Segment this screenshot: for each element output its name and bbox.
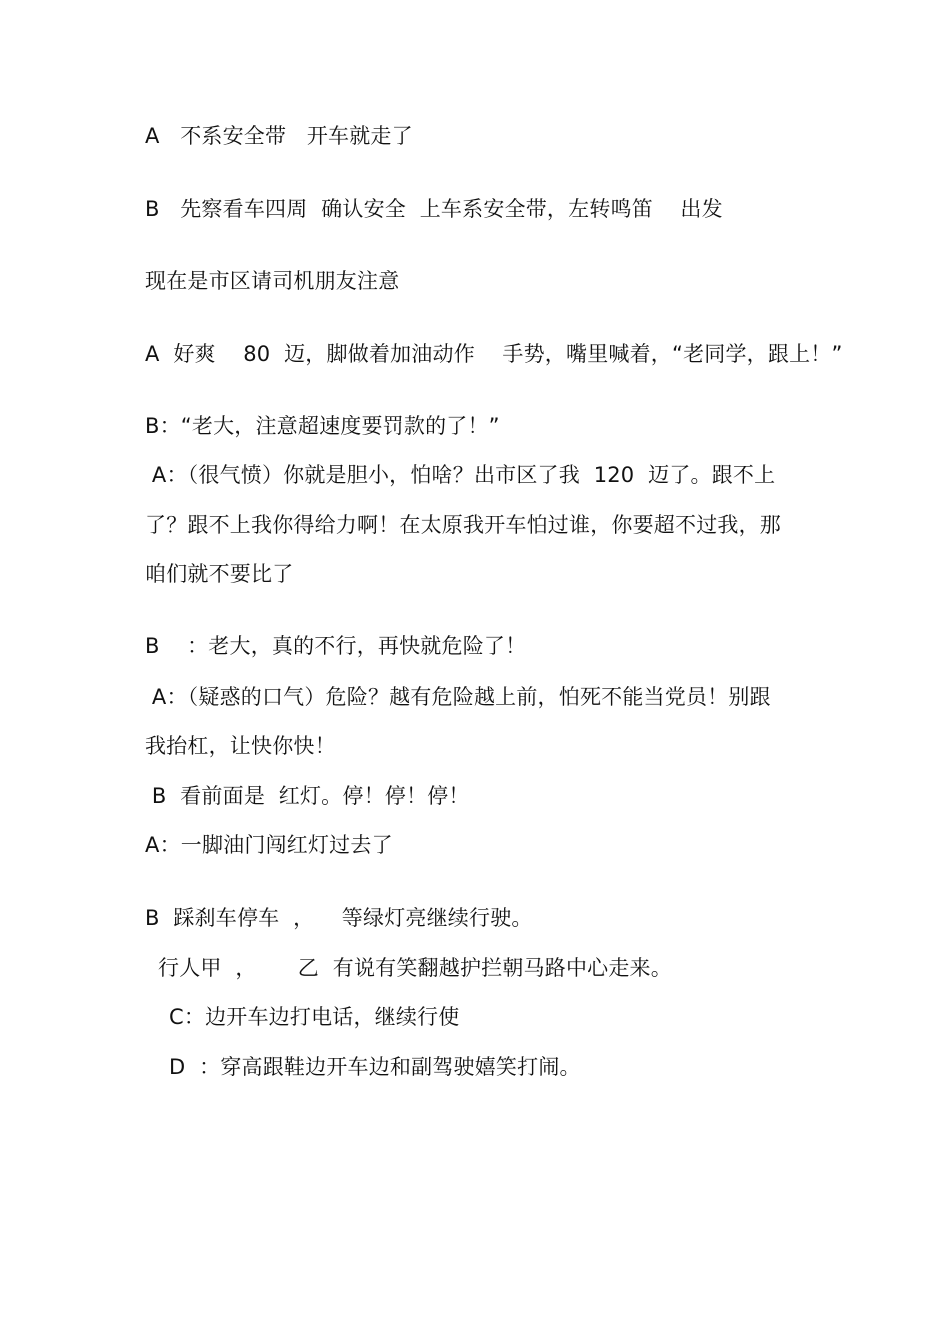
script-line: A：（疑惑的口气）危险？越有危险越上前，怕死不能当党员！别跟 <box>145 685 771 709</box>
script-line: 我抬杠，让快你快！ <box>145 734 336 758</box>
script-line: A：（很气愤）你就是胆小，怕啥？出市区了我 120 迈了。跟不上 <box>145 463 776 487</box>
script-line: B ：老大，真的不行，再快就危险了！ <box>145 634 527 658</box>
script-line: D ：穿高跟鞋边开车边和副驾驶嬉笑打闹。 <box>169 1055 581 1079</box>
script-line: 现在是市区请司机朋友注意 <box>145 269 400 293</box>
script-line: B：“老大，注意超速度要罚款的了！” <box>145 414 500 438</box>
script-line: 行人甲 ， 乙 有说有笑翻越护拦朝马路中心走来。 <box>158 956 672 980</box>
script-line: 咱们就不要比了 <box>145 562 294 586</box>
script-line: A 好爽 80 迈，脚做着加油动作 手势，嘴里喊着，“老同学，跟上！” <box>145 342 843 366</box>
script-line: A：一脚油门闯红灯过去了 <box>145 833 393 857</box>
script-line: 了？跟不上我你得给力啊！在太原我开车怕过谁，你要超不过我，那 <box>145 513 781 537</box>
script-line: C：边开车边打电话，继续行使 <box>169 1005 460 1029</box>
script-line: B 先察看车四周 确认安全 上车系安全带，左转鸣笛 出发 <box>145 197 723 221</box>
script-line: A 不系安全带 开车就走了 <box>145 124 413 148</box>
script-line: B 踩刹车停车 ， 等绿灯亮继续行驶。 <box>145 906 533 930</box>
script-line: B 看前面是 红灯。停！停！停！ <box>145 784 470 808</box>
